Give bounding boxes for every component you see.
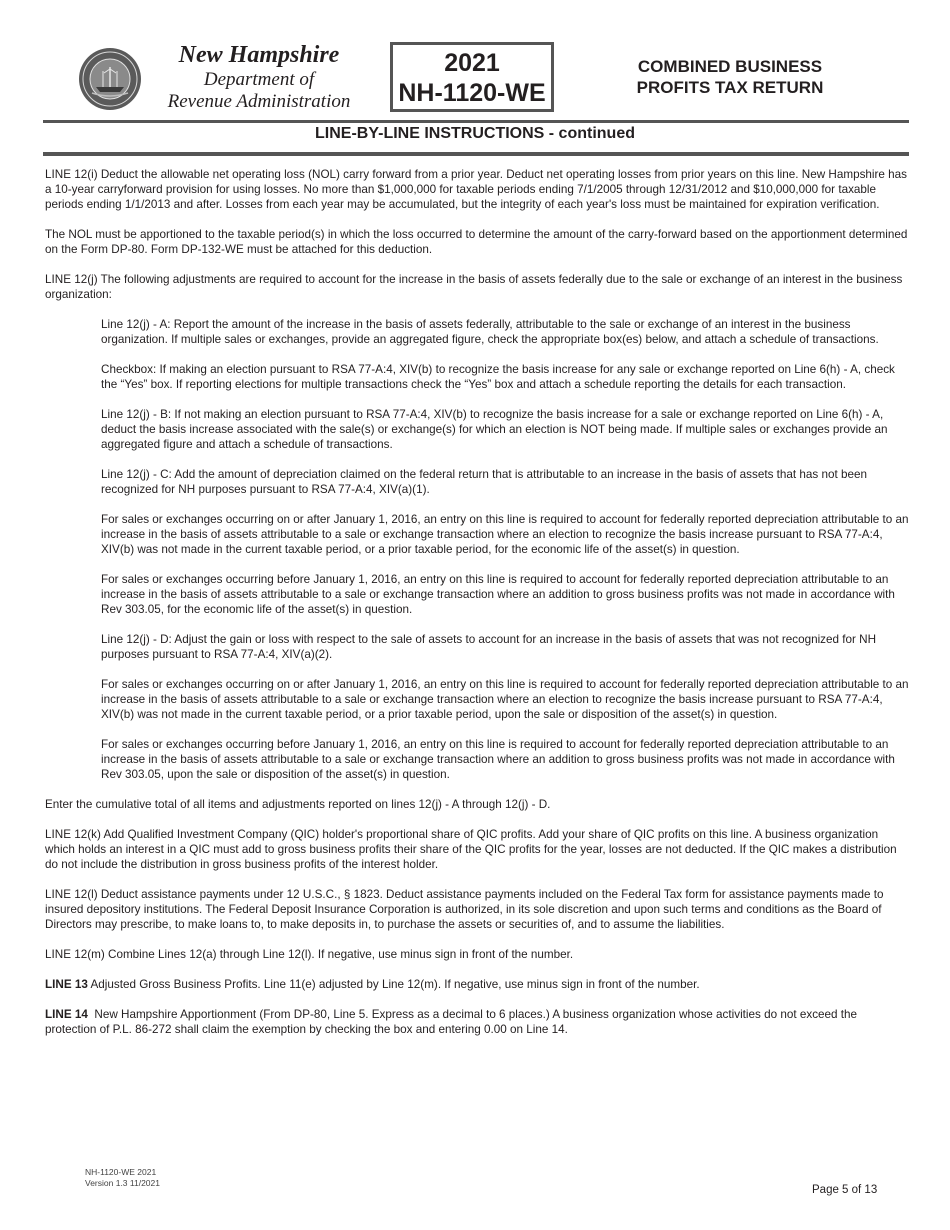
para-checkbox: Checkbox: If making an election pursuant to RSA 77-A:4, XIV(b) to recognize the basis increase for any sale or exchange reported on Line 6(h) - A, check the “Yes” box. If reporting elections for multiple transactions check the “Yes” box and attach a schedule reporting the details for each transaction.: [101, 363, 895, 391]
footer-version: Version 1.3 11/2021: [85, 1178, 160, 1188]
line-14-label: LINE 14: [45, 1008, 88, 1021]
department-line-2: Revenue Administration: [167, 91, 351, 112]
para-line-12j-c: Line 12(j) - C: Add the amount of depreciation claimed on the federal return that is attributable to an increase in the basis of assets that has not been recognized for NH purposes pursuant to RSA 77-A:4, XIV(a)(1).: [101, 468, 867, 496]
line-13-text: Adjusted Gross Business Profits. Line 11(e) adjusted by Line 12(m). If negative, use minus sign in front of the number.: [90, 978, 700, 991]
form-year: 2021: [444, 49, 500, 77]
para-line-12l: LINE 12(l) Deduct assistance payments under 12 U.S.C., § 1823. Deduct assistance payments included on the Federal Tax form for assistance payments made to insured depository institutions. The Federal Deposit Insurance Corporation is authorized, in its sole discretion and upon such terms and conditions as the Board of Directors may prescribe, to make loans to, to make deposits in, to purchase the assets or securities of, and to assume the liabilities.: [45, 888, 884, 931]
state-seal-icon: [78, 47, 142, 111]
para-cumulative-total: Enter the cumulative total of all items and adjustments reported on lines 12(j) - A through 12(j) - D.: [45, 798, 551, 811]
agency-name: [150, 42, 368, 113]
para-12j-c-before-2016: For sales or exchanges occurring before January 1, 2016, an entry on this line is required to account for federally reported depreciation attributable to an increase in the basis of assets attributable to a sale or exchange transaction where an addition to gross business profits was not made in accordance with Rev 303.05, for the economic life of the asset(s) in question.: [101, 573, 895, 616]
para-12j-d-after-2016: For sales or exchanges occurring on or after January 1, 2016, an entry on this line is required to account for federally reported depreciation attributable to an increase in the basis of assets attributable to a sale or exchange transaction where an election to recognize the basis increase pursuant to RSA 77-A:4, XIV(b) was not made in the current taxable period, or a prior taxable period, upon the sale or disposition of the asset(s) in question.: [101, 678, 909, 721]
para-line-13: [45, 977, 911, 992]
footer-form-info: [85, 1167, 160, 1189]
line-14-text: New Hampshire Apportionment (From DP-80, Line 5. Express as a decimal to 6 places.) A business organization whose activities do not exceed the protection of P.L. 86-272 shall claim the exemption by checking the box and entering 0.00 on Line 14.: [45, 1008, 858, 1036]
header-divider: [43, 152, 909, 156]
page-header: [0, 0, 950, 122]
page-number: Page 5 of 13: [812, 1184, 878, 1196]
footer-form-id: NH-1120-WE 2021: [85, 1167, 157, 1177]
para-12j-c-after-2016: For sales or exchanges occurring on or after January 1, 2016, an entry on this line is required to account for federally reported depreciation attributable to an increase in the basis of assets attributable to a sale or exchange transaction where an election to recognize the basis increase pursuant to RSA 77-A:4, XIV(b) was not made in the current taxable period, or a prior taxable period, for the economic life of the asset(s) in question.: [101, 513, 909, 556]
form-id-box: [390, 42, 554, 112]
state-name: New Hampshire: [178, 42, 340, 68]
para-line-14: [45, 1007, 911, 1037]
department-line-1: Department of: [203, 69, 315, 90]
form-number: NH-1120-WE: [398, 79, 546, 107]
line-13-label: LINE 13: [45, 978, 88, 991]
return-title: [600, 56, 860, 98]
para-line-12j: LINE 12(j) The following adjustments are required to account for the increase in the basis of assets federally due to the sale or exchange of an interest in the business organization:: [45, 273, 903, 301]
instructions-body: [45, 167, 911, 1052]
section-subtitle: LINE-BY-LINE INSTRUCTIONS - continued: [315, 125, 635, 142]
para-line-12m: LINE 12(m) Combine Lines 12(a) through Line 12(l). If negative, use minus sign in front of the number.: [45, 948, 574, 961]
para-nol-apportionment: The NOL must be apportioned to the taxable period(s) in which the loss occurred to determine the amount of the carry-forward based on the apportionment determined on the Form DP-80. Form DP-132-WE must be attached for this deduction.: [45, 228, 908, 256]
return-title-line-1: COMBINED BUSINESS: [637, 57, 823, 76]
para-line-12k: LINE 12(k) Add Qualified Investment Company (QIC) holder's proportional share of QIC profits. Add your share of QIC profits on this line. A business organization which holds an interest in a QIC must add to gross business profits their share of the QIC profits for the year, losses are not deducted. If the QIC makes a distribution do not include the distribution in gross business profits of the interest holder.: [45, 828, 897, 871]
para-line-12j-a: Line 12(j) - A: Report the amount of the increase in the basis of assets federally, attributable to the sale or exchange of an interest in the business organization. If multiple sales or exchanges, provide an aggregated figure, check the appropriate box(es) below, and attach a schedule of transactions.: [101, 318, 879, 346]
para-line-12j-d: Line 12(j) - D: Adjust the gain or loss with respect to the sale of assets to account for an increase in the basis of assets that was not recognized for NH purposes pursuant to RSA 77-A:4, XIV(a)(2).: [101, 633, 877, 661]
para-line-12i: LINE 12(i) Deduct the allowable net operating loss (NOL) carry forward from a prior year. Deduct net operating losses from prior years on this line. New Hampshire has a 10-year carryforward provision for using losses. No more than $1,000,000 for taxable periods ending 7/1/2005 through 12/31/2012 and $10,000,000 for taxable periods ending 1/1/2013 and after. Losses from each year may be accumulated, but the integrity of each year's loss must be maintained for expiration verification.: [45, 168, 908, 211]
return-title-line-2: PROFITS TAX RETURN: [636, 78, 824, 97]
para-12j-d-before-2016: For sales or exchanges occurring before January 1, 2016, an entry on this line is required to account for federally reported depreciation attributable to an increase in the basis of assets attributable to a sale or exchange transaction where an addition to gross business profits was not made in accordance with Rev 303.05, upon the sale or disposition of the asset(s) in question.: [101, 738, 895, 781]
para-line-12j-b: Line 12(j) - B: If not making an election pursuant to RSA 77-A:4, XIV(b) to recognize the basis increase for a sale or exchange reported on Line 6(h) - A, deduct the basis increase associated with the sale(s) or exchange(s) for which an election is NOT being made. If multiple sales or exchanges provide an aggregated figure and attach a schedule of transactions.: [101, 408, 888, 451]
